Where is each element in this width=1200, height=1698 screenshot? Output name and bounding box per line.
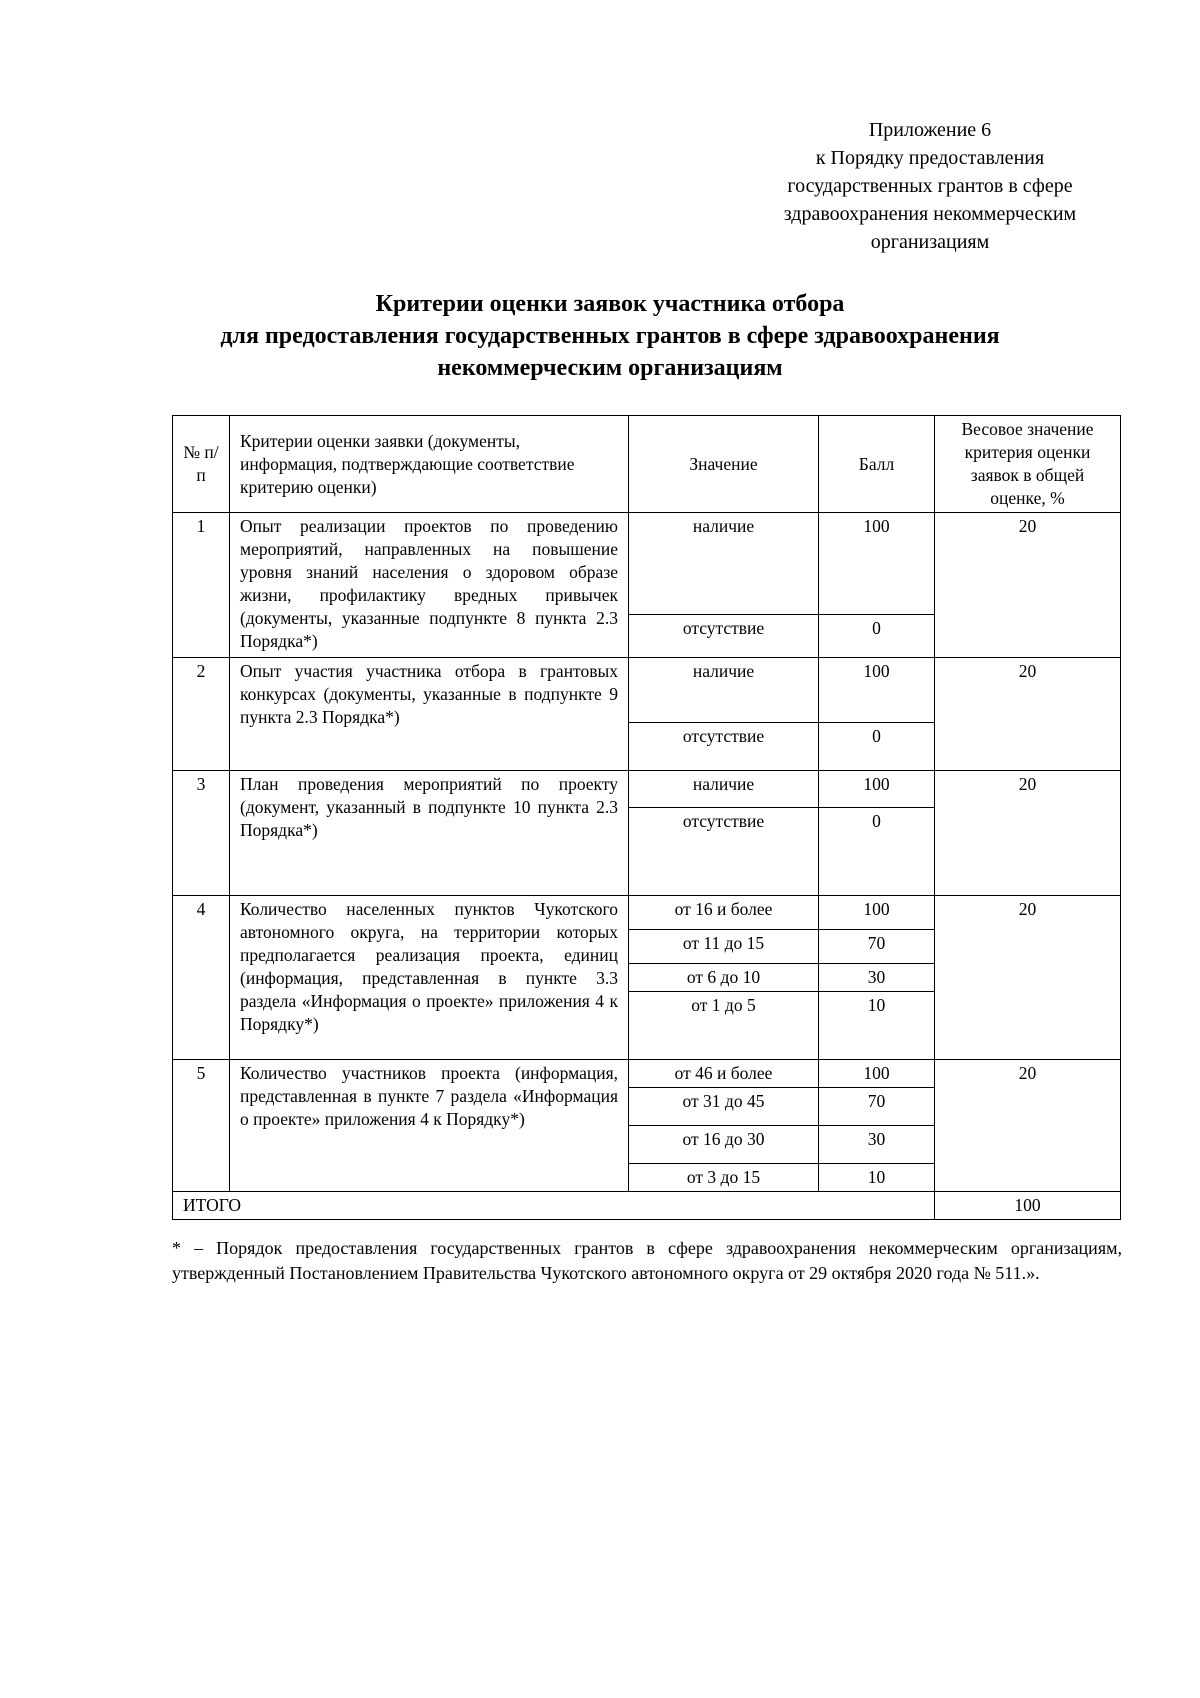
- option-score: 10: [819, 1164, 935, 1192]
- option-score: 100: [819, 513, 935, 615]
- title-line: Критерии оценки заявок участника отбора: [375, 291, 845, 317]
- option-score: 0: [819, 808, 935, 896]
- option-score: 30: [819, 1126, 935, 1164]
- option-score: 100: [819, 896, 935, 930]
- row-criteria: Количество участников проекта (информация, представленная в пункте 7 раздела «Информация о проекте» приложения 4 к Порядку*): [230, 1060, 629, 1192]
- option-value: от 3 до 15: [629, 1164, 819, 1192]
- table-row: [173, 771, 1121, 808]
- row-weight: 20: [935, 658, 1121, 771]
- option-value: от 46 и более: [629, 1060, 819, 1088]
- option-score: 0: [819, 615, 935, 658]
- title-line: некоммерческим организациям: [437, 355, 783, 381]
- table-header-row: [173, 416, 1121, 513]
- row-number: 2: [173, 658, 230, 771]
- option-score: 0: [819, 723, 935, 771]
- option-score: 30: [819, 964, 935, 992]
- option-score: 70: [819, 930, 935, 964]
- option-value: наличие: [629, 771, 819, 808]
- header-weight: Весовое значение критерия оценки заявок в общей оценке, %: [935, 416, 1121, 513]
- title-line: для предоставления государственных грантов в сфере здравоохранения: [220, 323, 1000, 349]
- row-number: 3: [173, 771, 230, 896]
- table-row: [173, 1060, 1121, 1088]
- total-label: ИТОГО: [173, 1192, 935, 1220]
- header-criteria: Критерии оценки заявки (документы, информация, подтверждающие соответствие критерию оценки): [230, 416, 629, 513]
- option-value: от 1 до 5: [629, 992, 819, 1060]
- option-score: 100: [819, 658, 935, 723]
- appendix-line: государственных грантов в сфере: [787, 175, 1073, 197]
- table-row: [173, 513, 1121, 615]
- option-value: отсутствие: [629, 808, 819, 896]
- option-value: наличие: [629, 658, 819, 723]
- option-score: 100: [819, 1060, 935, 1088]
- appendix-line: организациям: [870, 231, 990, 253]
- header-score: Балл: [819, 416, 935, 513]
- option-score: 10: [819, 992, 935, 1060]
- header-value: Значение: [629, 416, 819, 513]
- option-score: 70: [819, 1088, 935, 1126]
- appendix-line: здравоохранения некоммерческим: [783, 203, 1077, 225]
- option-score: 100: [819, 771, 935, 808]
- option-value: отсутствие: [629, 615, 819, 658]
- row-number: 1: [173, 513, 230, 658]
- criteria-table: [172, 415, 1121, 1220]
- option-value: от 16 и более: [629, 896, 819, 930]
- option-value: отсутствие: [629, 723, 819, 771]
- total-value: 100: [935, 1192, 1121, 1220]
- row-weight: 20: [935, 771, 1121, 896]
- row-weight: 20: [935, 513, 1121, 658]
- row-criteria: План проведения мероприятий по проекту (документ, указанный в подпункте 10 пункта 2.3 Порядка*): [230, 771, 629, 896]
- option-value: наличие: [629, 513, 819, 615]
- option-value: от 6 до 10: [629, 964, 819, 992]
- row-number: 5: [173, 1060, 230, 1192]
- row-criteria: Опыт участия участника отбора в грантовых конкурсах (документы, указанные в подпункте 9 пункта 2.3 Порядка*): [230, 658, 629, 771]
- appendix-line: к Порядку предоставления: [815, 147, 1045, 169]
- row-weight: 20: [935, 896, 1121, 1060]
- table-row: [173, 896, 1121, 930]
- appendix-reference: [735, 116, 1125, 256]
- row-weight: 20: [935, 1060, 1121, 1192]
- row-criteria: Опыт реализации проектов по проведению мероприятий, направленных на повышение уровня знаний населения о здоровом образе жизни, профилактику вредных привычек (документы, указанные подпункте 8 пункта 2.3 Порядка*): [230, 513, 629, 658]
- option-value: от 31 до 45: [629, 1088, 819, 1126]
- header-number: № п/п: [173, 416, 230, 513]
- option-value: от 16 до 30: [629, 1126, 819, 1164]
- total-row: [173, 1192, 1121, 1220]
- row-criteria: Количество населенных пунктов Чукотского автономного округа, на территории которых предполагается реализация проекта, единиц (информация, представленная в пункте 3.3 раздела «Информация о проекте» приложения 4 к Порядку*): [230, 896, 629, 1060]
- footnote: * – Порядок предоставления государственных грантов в сфере здравоохранения некоммерческим организациям, утвержденный Постановлением Правительства Чукотского автономного округа от 29 октября 2020 года № 511.».: [172, 1238, 1122, 1283]
- appendix-line: Приложение 6: [868, 119, 992, 141]
- row-number: 4: [173, 896, 230, 1060]
- option-value: от 11 до 15: [629, 930, 819, 964]
- table-row: [173, 658, 1121, 723]
- document-title: [150, 288, 1070, 384]
